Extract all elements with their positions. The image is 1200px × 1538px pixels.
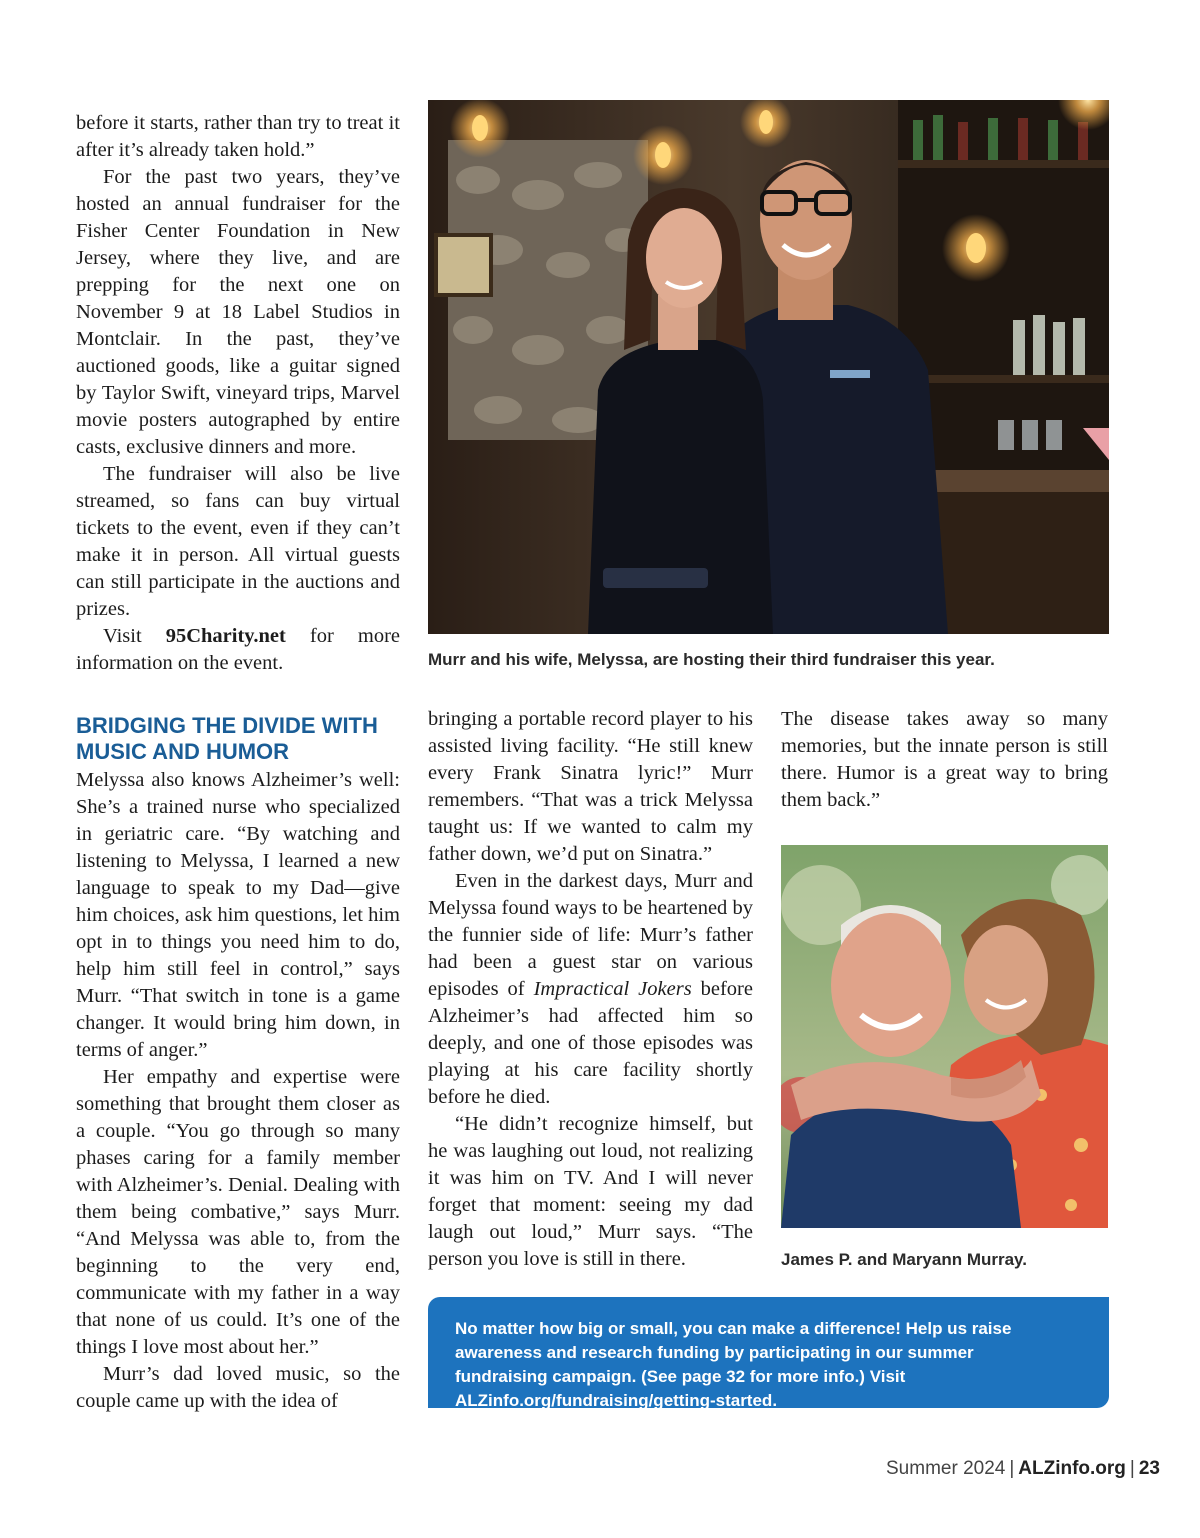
visit-text: Visit	[103, 625, 166, 647]
paragraph: The fundraiser will also be live streamed, so fans can buy virtual tickets to the event, even if they can’t make it in person. All virtual guests can still participate in the auctions and prizes.	[76, 463, 400, 620]
site-name[interactable]: ALZinfo.org	[1018, 1458, 1126, 1479]
page-reference: page 32	[681, 1367, 746, 1386]
show-title: Impractical Jokers	[533, 978, 692, 1000]
paragraph: before it starts, rather than try to treat it after it’s already taken hold.”	[76, 112, 400, 161]
callout-text-start: No matter how big or small, you can make a difference! Help us raise awareness and research funding by participating in our summer fundraising campaign. (See	[455, 1319, 1012, 1386]
article-column-1	[76, 110, 400, 1415]
paragraph: “He didn’t recognize himself, but he was laughing out loud, not realizing it was him on TV. And I will never forget that moment: seeing my dad laugh out loud,” Murr says. “The person you love is still in there.	[428, 1113, 753, 1270]
couple-photo	[781, 845, 1108, 1228]
photo-caption-main: Murr and his wife, Melyssa, are hosting their third fundraiser this year.	[428, 650, 995, 669]
paragraph: Her empathy and expertise were something that brought them closer as a couple. “You go through so many phases caring for a family member with Alzheimer’s. Denial. Dealing with them being combative,” says Murr. “And Melyssa was able to, from the beginning to the very end, communicate with my father in a way that none of us could. It’s one of the things I love most about her.”	[76, 1066, 400, 1358]
couple-illustration	[781, 845, 1108, 1228]
paragraph: For the past two years, they’ve hosted an annual fundraiser for the Fisher Center Foundation in New Jersey, where they live, and are prepping for the next one on November 9 at 18 Label Studios in Montclair. In the past, they’ve auctioned goods, like a guitar signed by Taylor Swift, vineyard trips, Marvel movie posters autographed by entire casts, exclusive dinners and more.	[76, 166, 400, 458]
visit-text-end: for more information on the event.	[76, 625, 400, 674]
section-subhead: BRIDGING THE DIVIDE WITH MUSIC AND HUMOR	[76, 713, 378, 764]
paragraph: Melyssa also knows Alzheimer’s well: She’s a trained nurse who specialized in geriatric care. “By watching and listening to Melyssa, I learned a new language to speak to my Dad—give him choices, ask him questions, let him opt in to things you need him to do, help him still feel in control,” says Murr. “That switch in tone is a game changer. It would bring him down, in terms of anger.”	[76, 769, 400, 1061]
callout-text	[455, 1317, 1055, 1413]
paragraph	[76, 623, 400, 677]
callout-text-end: .	[772, 1391, 778, 1410]
fundraising-link[interactable]: ALZinfo.org/fundraising/getting-started	[455, 1391, 773, 1410]
footer-separator: |	[1129, 1458, 1135, 1479]
charity-link[interactable]: 95Charity.net	[165, 625, 286, 647]
paragraph: bringing a portable record player to his assisted living facility. “He still knew every Frank Sinatra lyric!” Murr remembers. “That was a trick Melyssa taught us: If we wanted to calm my father down, we’d put on Sinatra.”	[428, 708, 753, 865]
footer-separator: |	[1009, 1458, 1015, 1479]
callout-text-mid: for more info.) Visit	[745, 1367, 906, 1386]
article-column-3	[781, 706, 1108, 814]
paragraph-text-end: before Alzheimer’s had affected him so deeply, and one of those episodes was playing at his care facility shortly before he died.	[428, 978, 753, 1108]
main-photo	[428, 100, 1109, 634]
photo-caption-couple: James P. and Maryann Murray.	[781, 1250, 1027, 1269]
issue-label: Summer 2024	[886, 1458, 1006, 1479]
paragraph: Murr’s dad loved music, so the couple came up with the idea of	[76, 1363, 400, 1412]
page-footer	[886, 1458, 1160, 1480]
bar-scene-illustration	[428, 100, 1109, 634]
paragraph	[428, 868, 753, 1111]
paragraph-text: Even in the darkest days, Murr and Melyssa found ways to be heartened by the funnier side of life: Murr’s father had been a guest star on various episodes of	[428, 870, 753, 1000]
fundraising-callout	[428, 1297, 1109, 1408]
paragraph: The disease takes away so many memories, but the innate person is still there. Humor is a great way to bring them back.”	[781, 708, 1108, 811]
article-column-2	[428, 706, 753, 1273]
page-number: 23	[1138, 1458, 1160, 1479]
